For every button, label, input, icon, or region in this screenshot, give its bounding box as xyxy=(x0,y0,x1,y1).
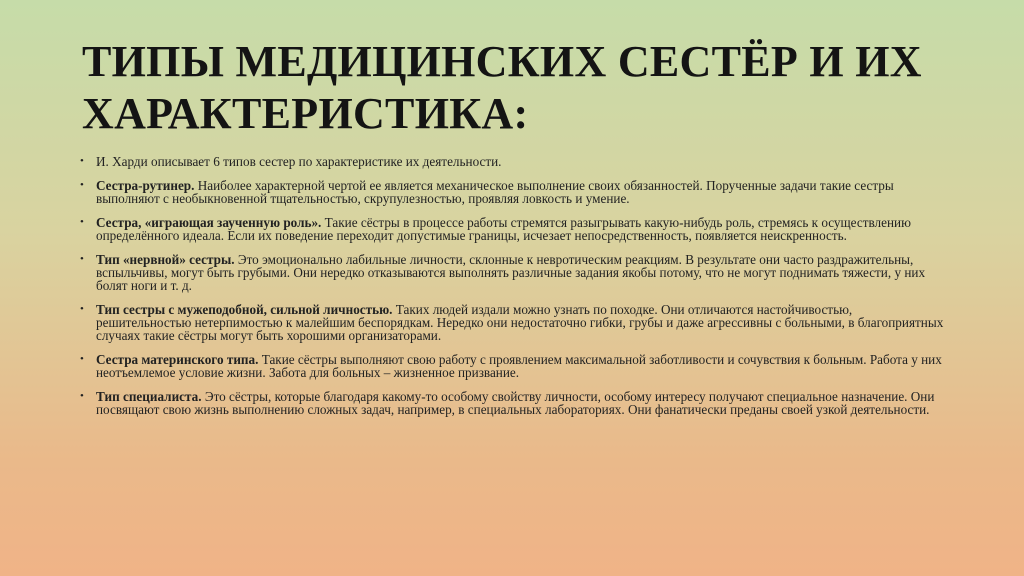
bullet-icon: • xyxy=(80,253,84,265)
list-item xyxy=(80,390,948,416)
item-heading: Сестра, «играющая заученную роль». xyxy=(96,215,322,230)
list-item xyxy=(80,179,948,205)
list-item xyxy=(80,353,948,379)
item-text: Это эмоционально лабильные личности, склонные к невротическим реакциям. В результате они часто раздражительны, вспыльчивы, могут быть грубыми. Они нередко отказываются выполнять различные задания якобы потому, что не могут поднимать тяжести, у них болят ноги и т. д. xyxy=(96,252,926,293)
item-text: Такие сёстры в процессе работы стремятся разыгрывать какую-нибудь роль, стремясь к осуществлению определённого идеала. Если их поведение переходит допустимые границы, исчезает непосредственность, появляется неискренность. xyxy=(96,215,911,243)
item-text: Наиболее характерной чертой ее является механическое выполнение своих обязанностей. Порученные задачи такие сестры выполняют с необыкновенной тщательностью, скрупулезностью, проявляя ловкость и умение. xyxy=(96,178,894,206)
item-heading: Сестра материнского типа. xyxy=(96,352,259,367)
list-item xyxy=(80,216,948,242)
slide-title: ТИПЫ МЕДИЦИНСКИХ СЕСТЁР И ИХ ХАРАКТЕРИСТИКА: xyxy=(82,37,922,138)
bullet-icon: • xyxy=(80,353,84,365)
list-item xyxy=(80,253,948,292)
item-heading: Сестра-рутинер. xyxy=(96,178,195,193)
item-heading: Тип специалиста. xyxy=(96,389,202,404)
item-text: Это сёстры, которые благодаря какому-то особому свойству личности, особому интересу получают специальное назначение. Они посвящают свою жизнь выполнению сложных задач, например, в специальных лабораториях. Они фанатически преданы своей узкой деятельности. xyxy=(96,389,935,417)
item-text: Таких людей издали можно узнать по походке. Они отличаются настойчивостью, решительностью нетерпимостью к малейшим беспорядкам. Нередко они недостаточно гибки, грубы и даже агрессивны с больными, в благоприятных случаях такие сёстры могут быть хорошими организаторами. xyxy=(96,302,944,343)
item-heading: Тип «нервной» сестры. xyxy=(96,252,235,267)
bullet-icon: • xyxy=(80,179,84,191)
bullet-list xyxy=(80,155,948,427)
bullet-icon: • xyxy=(80,216,84,228)
list-item xyxy=(80,303,948,342)
item-text: И. Харди описывает 6 типов сестер по характеристике их деятельности. xyxy=(96,154,502,169)
item-text: Такие сёстры выполняют свою работу с проявлением максимальной заботливости и сочувствия к больным. Работа у них неотъемлемое условие жизни. Забота для больных – жизненное призвание. xyxy=(96,352,942,380)
item-heading: Тип сестры с мужеподобной, сильной личностью. xyxy=(96,302,393,317)
bullet-icon: • xyxy=(80,303,84,315)
list-item xyxy=(80,155,948,168)
bullet-icon: • xyxy=(80,390,84,402)
bullet-icon: • xyxy=(80,155,84,167)
